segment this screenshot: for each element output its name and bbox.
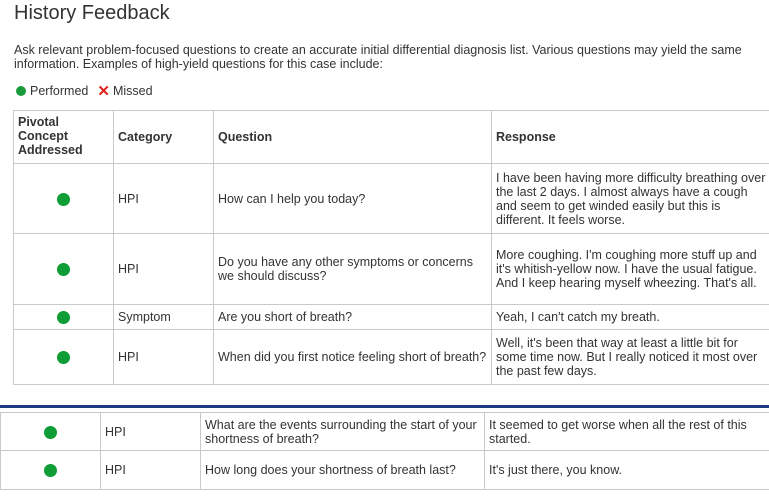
category-cell: HPI xyxy=(114,234,214,305)
legend xyxy=(16,82,153,100)
column-header-category: Category xyxy=(114,111,214,164)
category-cell: HPI xyxy=(101,451,201,490)
status-cell xyxy=(14,330,114,385)
question-cell: Are you short of breath? xyxy=(214,305,492,330)
category-cell: HPI xyxy=(114,164,214,234)
response-cell: I have been having more difficulty breathing over the last 2 days. I almost always have a cough and seem to get winded easily but this is different. It feels worse. xyxy=(492,164,769,234)
question-cell: When did you first notice feeling short of breath? xyxy=(214,330,492,385)
status-cell xyxy=(14,234,114,305)
response-cell: More coughing. I'm coughing more stuff up and it's whitish-yellow now. I have the usual fatigue. And I keep hearing myself wheezing. That's all. xyxy=(492,234,769,305)
question-cell: How long does your shortness of breath last? xyxy=(201,451,485,490)
missed-x-icon: ✕ xyxy=(97,83,110,100)
history-feedback-table-continued xyxy=(0,412,769,490)
table-row xyxy=(1,451,769,490)
response-cell: It seemed to get worse when all the rest of this started. xyxy=(485,413,769,451)
question-cell: How can I help you today? xyxy=(214,164,492,234)
response-cell: Well, it's been that way at least a little bit for some time now. But I really noticed it most over the past few days. xyxy=(492,330,769,385)
table-row xyxy=(1,413,769,451)
table-header-row xyxy=(14,111,769,164)
table-row xyxy=(14,330,769,385)
status-cell xyxy=(14,305,114,330)
column-header-response: Response xyxy=(492,111,769,164)
performed-dot-icon xyxy=(57,351,70,364)
column-header-question: Question xyxy=(214,111,492,164)
status-cell xyxy=(1,413,101,451)
table-row xyxy=(14,164,769,234)
question-cell: What are the events surrounding the start of your shortness of breath? xyxy=(201,413,485,451)
response-cell: Yeah, I can't catch my breath. xyxy=(492,305,769,330)
status-cell xyxy=(1,451,101,490)
performed-dot-icon xyxy=(57,311,70,324)
category-cell: HPI xyxy=(114,330,214,385)
page-title: History Feedback xyxy=(14,2,170,24)
performed-dot-icon xyxy=(44,464,57,477)
performed-dot-icon xyxy=(57,263,70,276)
response-cell: It's just there, you know. xyxy=(485,451,769,490)
column-header-pivotal: Pivotal Concept Addressed xyxy=(14,111,114,164)
history-feedback-table xyxy=(13,110,769,385)
category-cell: Symptom xyxy=(114,305,214,330)
legend-performed-label: Performed xyxy=(30,84,89,98)
category-cell: HPI xyxy=(101,413,201,451)
section-divider xyxy=(0,405,769,408)
table-row xyxy=(14,234,769,305)
legend-missed-label: Missed xyxy=(112,84,153,98)
performed-dot-icon xyxy=(44,426,57,439)
performed-dot-icon xyxy=(57,193,70,206)
instructions-text: Ask relevant problem-focused questions to create an accurate initial differential diagnosis list. Various questions may yield the same information. Examples of high-yield questions for this case include: xyxy=(14,43,742,71)
status-cell xyxy=(14,164,114,234)
question-cell: Do you have any other symptoms or concerns we should discuss? xyxy=(214,234,492,305)
performed-dot-icon xyxy=(16,86,26,96)
table-row xyxy=(14,305,769,330)
